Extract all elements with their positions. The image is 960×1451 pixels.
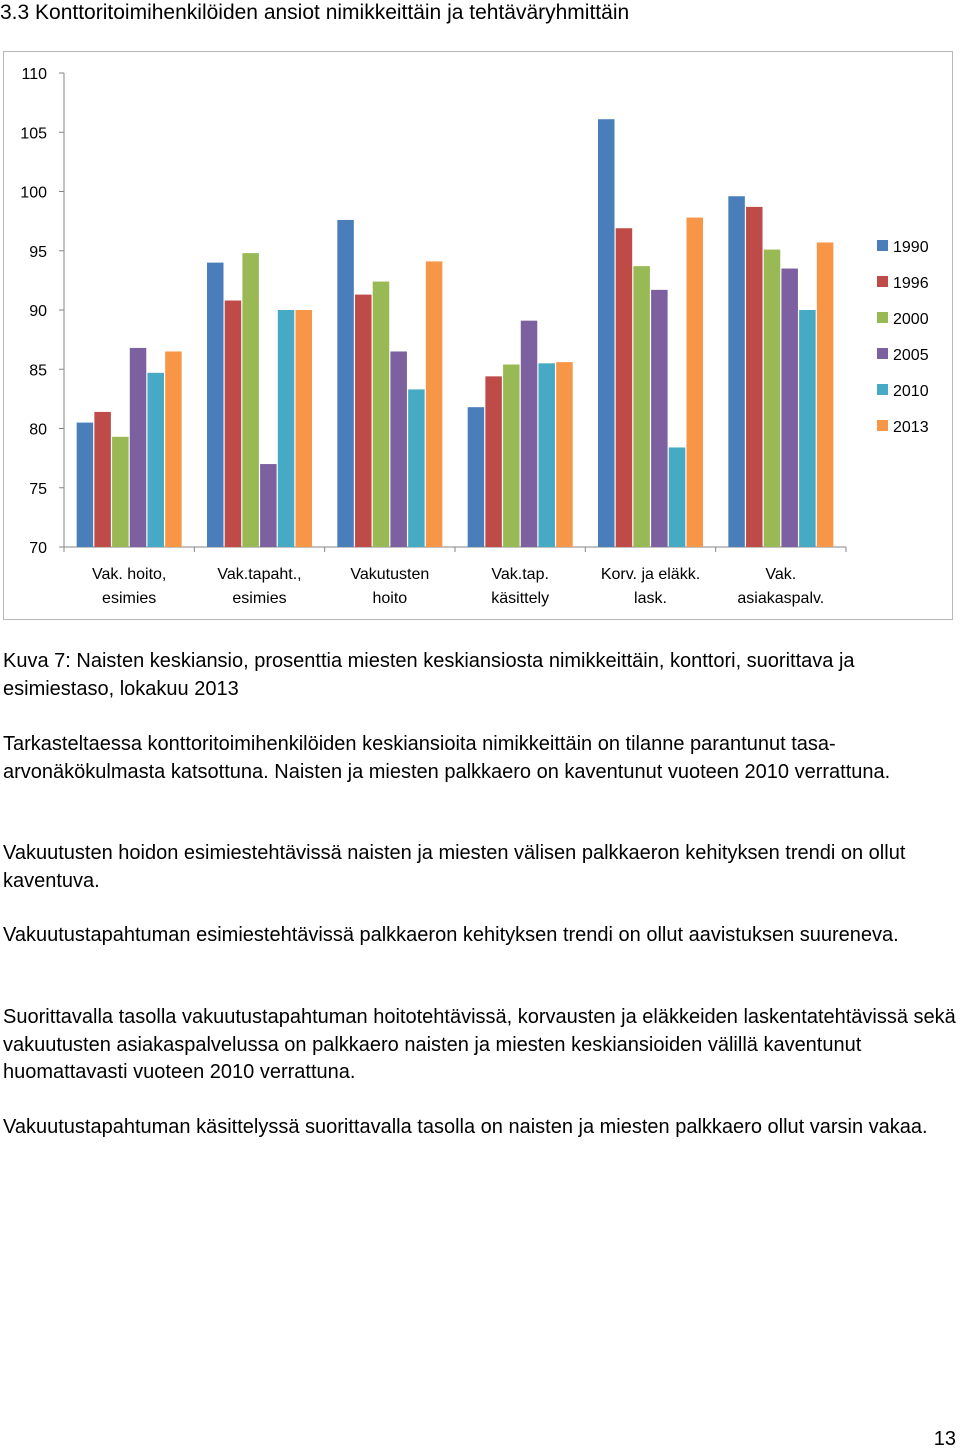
paragraph: Vakuutustapahtuman käsittelyssä suorittavalla tasolla on naisten ja miesten palkkaero ollut varsin vakaa. bbox=[3, 1116, 928, 1138]
category-label: Vak. hoito, bbox=[91, 566, 167, 583]
bar-2010 bbox=[538, 363, 555, 547]
legend-label: 2005 bbox=[893, 347, 929, 364]
legend-label: 2013 bbox=[893, 419, 929, 436]
bar-2010 bbox=[799, 310, 816, 547]
bar-1996 bbox=[355, 295, 372, 547]
bar-1990 bbox=[728, 196, 745, 547]
y-tick-label: 95 bbox=[29, 243, 47, 261]
y-tick-label: 70 bbox=[29, 540, 47, 557]
y-tick-label: 75 bbox=[29, 480, 47, 498]
bar-2005 bbox=[130, 348, 147, 547]
bar-2010 bbox=[408, 389, 425, 547]
y-tick-label: 80 bbox=[29, 421, 47, 439]
bar-1990 bbox=[598, 119, 615, 547]
paragraph: Suorittavalla tasolla vakuutustapahtuman hoitotehtävissä, korvausten ja eläkkeiden laskentatehtävissä sekä vakuutusten asiakaspalvelussa on palkkaero naisten ja miesten keskiansioiden välillä kaventunut huomattavasti vuoteen 2010 verrattuna. bbox=[3, 1006, 956, 1083]
bar-1990 bbox=[207, 263, 224, 547]
y-tick-label: 100 bbox=[20, 184, 47, 202]
legend-label: 2010 bbox=[893, 383, 929, 400]
section-heading: 3.3 Konttoritoimihenkilöiden ansiot nimikkeittäin ja tehtäväryhmittäin bbox=[0, 1, 630, 24]
bar-2013 bbox=[556, 362, 573, 547]
y-tick-label: 85 bbox=[29, 362, 47, 380]
category-label: Vak. bbox=[765, 566, 797, 583]
legend-swatch-2005 bbox=[877, 348, 888, 359]
legend-label: 1996 bbox=[893, 275, 929, 292]
bar-2005 bbox=[260, 464, 277, 547]
category-label: Vakutusten bbox=[350, 566, 430, 583]
bar-1990 bbox=[337, 220, 354, 547]
bar-2005 bbox=[651, 290, 668, 547]
bar-2000 bbox=[112, 437, 129, 547]
legend-swatch-2010 bbox=[877, 384, 888, 395]
page-number: 13 bbox=[933, 1428, 956, 1450]
legend-label: 1990 bbox=[893, 239, 929, 256]
legend-swatch-2013 bbox=[877, 420, 888, 431]
bar-2005 bbox=[390, 351, 407, 547]
y-tick-label: 105 bbox=[20, 125, 47, 143]
paragraph: Vakuutustapahtuman esimiestehtävissä palkkaeron kehityksen trendi on ollut aavistuksen suureneva. bbox=[3, 924, 899, 946]
category-label: Vak.tap. bbox=[491, 566, 549, 583]
bar-2013 bbox=[817, 242, 834, 547]
bar-1996 bbox=[94, 412, 111, 547]
category-label: käsittely bbox=[491, 590, 550, 607]
bar-2010 bbox=[147, 373, 164, 547]
legend-label: 2000 bbox=[893, 311, 929, 328]
bar-2013 bbox=[426, 261, 443, 547]
bar-2000 bbox=[503, 365, 519, 547]
bar-1990 bbox=[468, 407, 485, 547]
paragraph: Vakuutusten hoidon esimiestehtävissä naisten ja miesten välisen palkkaeron kehityksen trendi on ollut kaventuva. bbox=[3, 842, 906, 892]
bar-2000 bbox=[373, 282, 390, 547]
y-tick-label: 110 bbox=[21, 66, 47, 83]
bar-2013 bbox=[687, 218, 704, 547]
bar-1996 bbox=[225, 301, 242, 547]
category-label: lask. bbox=[634, 590, 667, 607]
bar-chart bbox=[3, 51, 953, 620]
bar-2000 bbox=[633, 266, 650, 547]
bar-1990 bbox=[77, 423, 94, 547]
bar-1996 bbox=[616, 228, 633, 547]
category-label: hoito bbox=[372, 590, 408, 607]
legend-swatch-1990 bbox=[877, 240, 888, 251]
category-label: asiakaspalv. bbox=[737, 590, 825, 607]
category-label: Korv. ja eläkk. bbox=[600, 566, 701, 583]
bar-2010 bbox=[278, 310, 295, 547]
bar-2005 bbox=[521, 321, 538, 547]
y-tick-label: 90 bbox=[29, 303, 47, 320]
category-label: Vak.tapaht., bbox=[217, 566, 302, 583]
category-label: esimies bbox=[102, 590, 157, 607]
bar-1996 bbox=[746, 207, 763, 547]
bar-2010 bbox=[669, 447, 686, 547]
bar-2005 bbox=[781, 269, 798, 547]
bar-2013 bbox=[296, 310, 313, 547]
bar-2000 bbox=[242, 253, 259, 547]
bar-2000 bbox=[764, 250, 781, 547]
paragraph: Tarkasteltaessa konttoritoimihenkilöiden keskiansioita nimikkeittäin on tilanne parantunut tasa-arvonäkökulmasta katsottuna. Naisten ja miesten palkkaero on kaventunut vuoteen 2010 verrattuna. bbox=[3, 733, 891, 783]
figure-caption: Kuva 7: Naisten keskiansio, prosenttia miesten keskiansiosta nimikkeittäin, konttori, suorittava ja esimiestaso, lokakuu 2013 bbox=[3, 650, 855, 700]
bar-1996 bbox=[485, 376, 502, 547]
bar-2013 bbox=[165, 351, 182, 547]
legend-swatch-2000 bbox=[877, 312, 888, 323]
category-label: esimies bbox=[232, 590, 287, 607]
legend-swatch-1996 bbox=[877, 276, 888, 287]
bar-chart-svg bbox=[4, 52, 952, 619]
